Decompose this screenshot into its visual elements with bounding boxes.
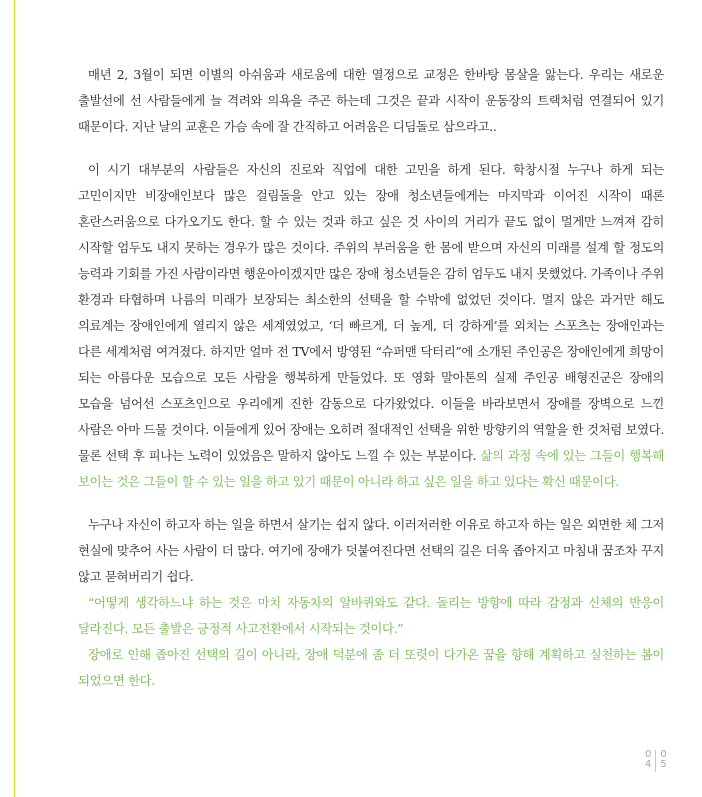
left-margin-rule — [14, 0, 15, 797]
page-digit: 0 — [660, 749, 667, 760]
paragraph-career — [78, 157, 664, 495]
page-number-right — [660, 750, 666, 772]
paragraph-reality: 누구나 자신이 하고자 하는 일을 하면서 살기는 쉽지 않다. 이러저러한 이유로 하고자 하는 일은 외면한 체 그저 현실에 맞추어 사는 사람이 더 많다. 여기에 장애가 덧붙여진다면 선택의 길은 더욱 좁아지고 마침내 꿈조차 꾸지 않고 묻혀버리기 쉽다. — [78, 517, 664, 584]
article-body — [78, 62, 664, 694]
closing-wish: 장애로 인해 좁아진 선택의 길이 아니라, 장애 덕분에 좀 더 또렷이 다가온 꿈을 향해 계획하고 실천하는 봄이 되었으면 한다. — [78, 647, 664, 688]
page-digit: 4 — [645, 759, 652, 770]
page-number-left — [645, 750, 651, 772]
page-number-divider — [655, 750, 656, 772]
paragraph-career-text: 이 시기 대부분의 사람들은 자신의 진로와 직업에 대한 고민을 하게 된다. 학창시절 누구나 하게 되는 고민이지만 비장애인보다 많은 걸림돌을 안고 있는 장애 청소년들에게는 마지막과 이어진 시작이 때론 혼란스러움으로 다가오기도 한다. 할 수 있는 것과 하고 싶은 것 사이의 거리가 끝도 없이 멀게만 느껴져 감히 시작할 엄두도 내지 못하는 경우가 많은 것이다. 주위의 부러움을 한 몸에 받으며 자신의 미래를 설계 할 정도의 능력과 기회를 가진 사람이라면 행운아이겠지만 많은 장애 청소년들은 감히 엄두도 내지 못했었다. 가족이나 주위 환경과 타협하며 나름의 미래가 보장되는 최소한의 선택을 할 수밖에 없었던 것이다. 멀지 않은 과거만 해도 의료계는 장애인에게 열리지 않은 세계였었고, ‘더 빠르게, 더 높게, 더 강하게’를 외치는 스포츠는 장애인과는 다른 세계처럼 여겨졌다. 하지만 얼마 전 TV에서 방영된 “슈퍼맨 닥터리”에 소개된 주인공은 장애인에게 희망이 되는 아름다운 모습으로 모든 사람을 행복하게 만들었다. 또 영화 말아톤의 실제 주인공 배형진군은 장애의 모습을 넘어선 스포츠인으로 우리에게 진한 감동으로 다가왔었다. 이들을 바라보면서 장애를 장벽으로 느낀 사람은 아마 드물 것이다. 이들에게 있어 장애는 오히려 절대적인 선택을 위한 방향키의 역할을 한 것처럼 보였다. 물론 선택 후 피나는 노력이 있었음은 말하지 않아도 느낄 수 있는 부분이다. — [78, 162, 664, 463]
paragraph-career-highlight: 삶의 과정 속에 있는 그들이 행복해 보이는 것은 그들이 할 수 있는 일을 하고 있기 때문이 아니라 하고 싶은 일을 하고 있다는 확신 때문이다. — [78, 448, 664, 489]
page-number — [645, 750, 667, 772]
page-digit: 5 — [660, 759, 667, 770]
page-digit: 0 — [645, 749, 652, 760]
paragraph-intro: 매년 2, 3월이 되면 이별의 아쉬움과 새로움에 대한 열정으로 교정은 한바탕 몸살을 앓는다. 우리는 새로운 출발선에 선 사람들에게 늘 격려와 의욕을 주곤 하는데 그것은 끝과 시작이 운동장의 트랙처럼 연결되어 있기 때문이다. 지난 날의 교훈은 가슴 속에 잘 간직하고 어려움은 디딤돌로 삼으라고.. — [78, 67, 664, 134]
quote-positive-thinking: “어떻게 생각하느냐 하는 것은 마치 자동차의 알바퀴와도 같다. 돌리는 방향에 따라 감정과 신체의 반응이 달라진다. 모든 출발은 긍정적 사고전환에서 시작되는 것이다.” — [78, 595, 664, 636]
